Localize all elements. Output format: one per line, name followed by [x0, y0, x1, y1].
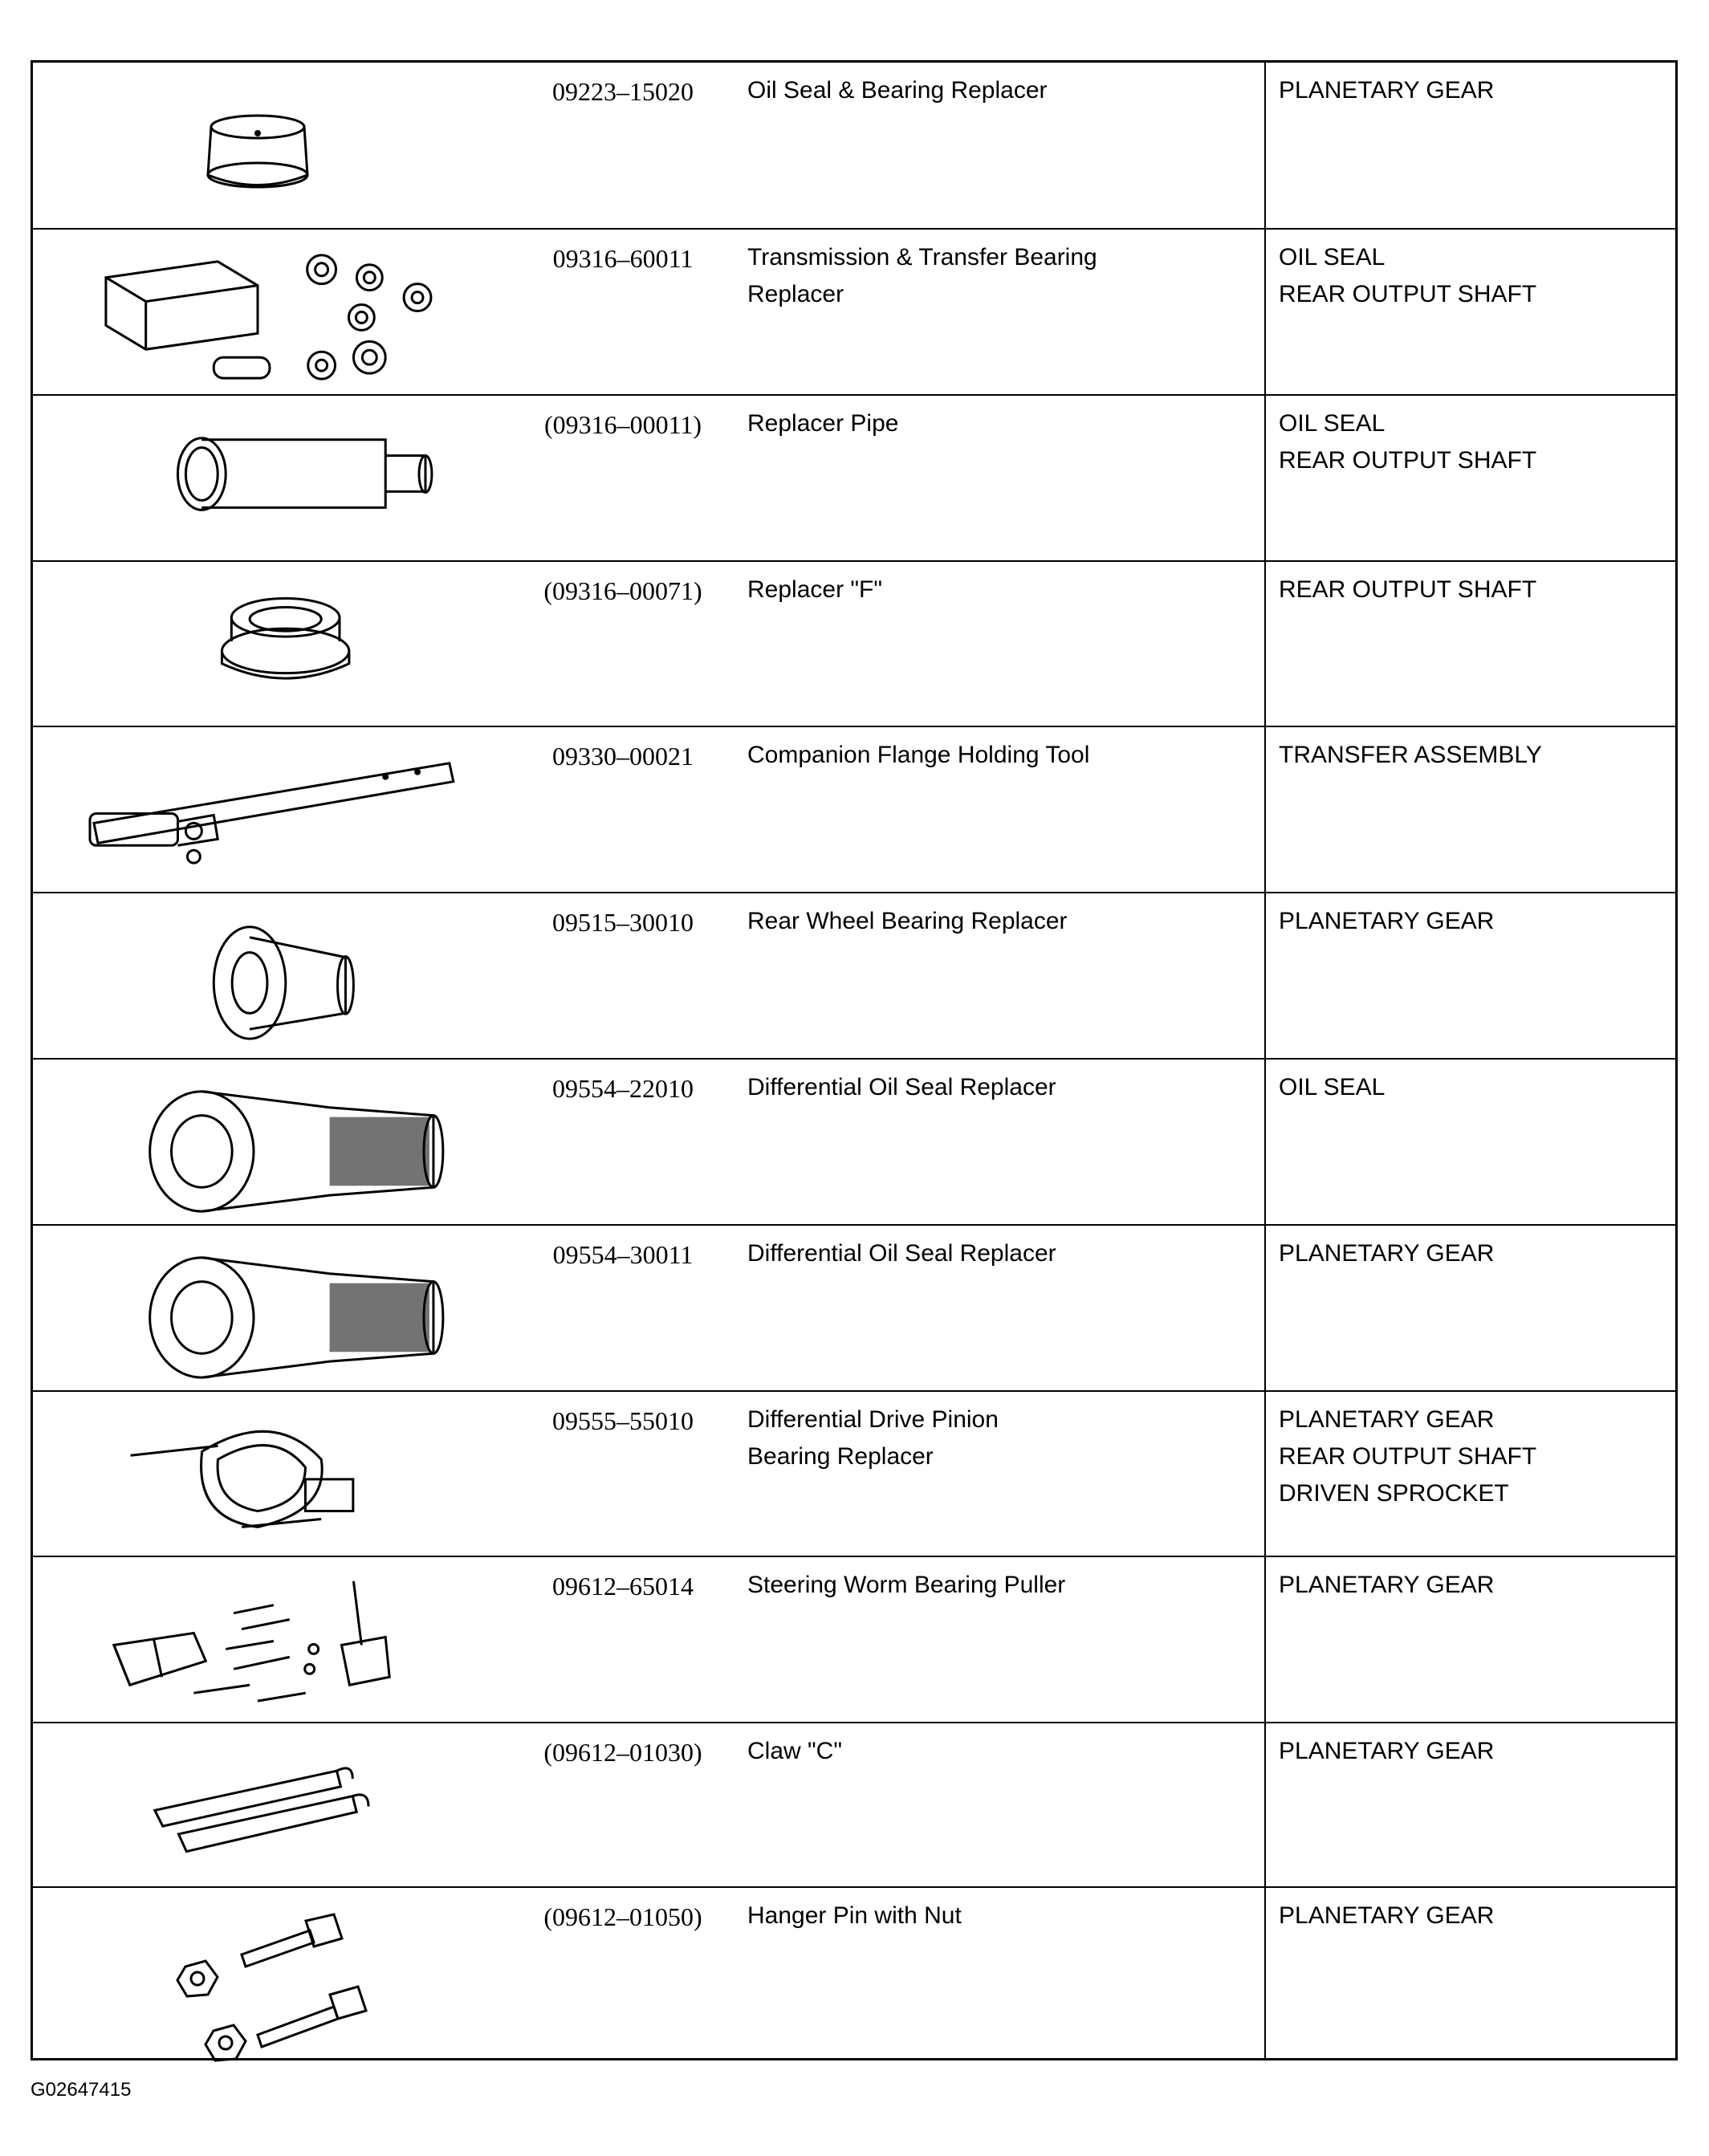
- tool-description: [747, 1567, 1245, 1604]
- tool-description: [747, 1733, 1245, 1770]
- part-number: 09554–22010: [552, 1074, 694, 1103]
- part-number: 09515–30010: [552, 908, 694, 937]
- table-row: [33, 892, 1675, 1058]
- table-row: [33, 1556, 1675, 1722]
- usage-line: PLANETARY GEAR: [1279, 1572, 1495, 1598]
- tool-description-line: Differential Oil Seal Replacer: [747, 1240, 1056, 1267]
- tool-description-line: Differential Drive Pinion: [747, 1406, 999, 1433]
- column-divider: [1264, 1226, 1266, 1390]
- column-divider: [1264, 396, 1266, 560]
- column-divider: [1264, 727, 1266, 892]
- column-divider: [1264, 63, 1266, 228]
- usage-line: OIL SEAL: [1279, 410, 1386, 437]
- column-divider: [1264, 1060, 1266, 1224]
- cup-replacer-icon: [33, 63, 482, 228]
- usage-line: REAR OUTPUT SHAFT: [1279, 1443, 1537, 1470]
- tool-description: [747, 239, 1245, 313]
- knurled-replacer-icon: [33, 1226, 482, 1390]
- part-number: 09316–60011: [552, 244, 694, 273]
- usage-line: PLANETARY GEAR: [1279, 1902, 1495, 1929]
- part-number: 09612–65014: [552, 1572, 694, 1601]
- part-number: 09223–15020: [552, 77, 694, 106]
- usage-section: [1279, 903, 1664, 940]
- tool-description-line: Differential Oil Seal Replacer: [747, 1074, 1056, 1100]
- part-number: 09330–00021: [552, 742, 694, 771]
- column-divider: [1264, 1557, 1266, 1722]
- usage-line: DRIVEN SPROCKET: [1279, 1480, 1509, 1507]
- tool-description: [747, 72, 1245, 109]
- table-row: [33, 1224, 1675, 1390]
- tool-description: [747, 405, 1245, 442]
- column-divider: [1264, 230, 1266, 394]
- table-row: [33, 63, 1675, 228]
- knurled-replacer-icon: [33, 1060, 482, 1224]
- usage-section: [1279, 1898, 1664, 1934]
- tool-description: [747, 1898, 1245, 1934]
- tool-description-line: Oil Seal & Bearing Replacer: [747, 77, 1048, 104]
- usage-line: OIL SEAL: [1279, 244, 1386, 271]
- usage-section: [1279, 72, 1664, 109]
- usage-line: REAR OUTPUT SHAFT: [1279, 576, 1537, 603]
- table-row: [33, 1058, 1675, 1224]
- usage-section: [1279, 1235, 1664, 1272]
- tool-description: [747, 572, 1245, 608]
- table-row: [33, 394, 1675, 560]
- usage-section: [1279, 737, 1664, 774]
- table-row: [33, 560, 1675, 726]
- usage-section: [1279, 1733, 1664, 1770]
- usage-section: [1279, 405, 1664, 479]
- tool-description-line: Claw "C": [747, 1738, 842, 1764]
- usage-section: [1279, 1567, 1664, 1604]
- tool-description-line: Rear Wheel Bearing Replacer: [747, 908, 1068, 934]
- usage-section: [1279, 572, 1664, 608]
- tool-description-line: Steering Worm Bearing Puller: [747, 1572, 1066, 1598]
- tool-kit-box-icon: [33, 230, 482, 394]
- tool-description-line: Companion Flange Holding Tool: [747, 742, 1090, 768]
- tool-description: [747, 1069, 1245, 1106]
- special-tools-table: [31, 60, 1678, 2060]
- part-number: 09555–55010: [552, 1406, 694, 1435]
- usage-line: REAR OUTPUT SHAFT: [1279, 447, 1537, 474]
- part-number: (09612–01050): [543, 1902, 702, 1931]
- tool-description: [747, 903, 1245, 940]
- hanger-pin-nut-icon: [33, 1888, 482, 2058]
- table-row: [33, 1390, 1675, 1556]
- usage-section: [1279, 1069, 1664, 1106]
- column-divider: [1264, 1392, 1266, 1556]
- usage-line: PLANETARY GEAR: [1279, 1738, 1495, 1764]
- tool-description: [747, 737, 1245, 774]
- column-divider: [1264, 562, 1266, 726]
- usage-section: [1279, 239, 1664, 313]
- bearing-replacer-icon: [33, 893, 482, 1058]
- part-number: (09316–00011): [543, 410, 702, 439]
- table-row: [33, 1722, 1675, 1886]
- tool-description-line: Bearing Replacer: [747, 1443, 934, 1470]
- replacer-pipe-icon: [33, 396, 482, 560]
- part-number: (09316–00071): [543, 576, 702, 605]
- figure-id: G02647415: [31, 2079, 132, 2101]
- column-divider: [1264, 893, 1266, 1058]
- usage-line: PLANETARY GEAR: [1279, 77, 1495, 104]
- flange-holding-tool-icon: [33, 727, 482, 892]
- usage-line: PLANETARY GEAR: [1279, 1240, 1495, 1267]
- puller-kit-icon: [33, 1557, 482, 1722]
- tool-description-line: Transmission & Transfer Bearing: [747, 244, 1097, 271]
- part-number: 09554–30011: [552, 1240, 694, 1269]
- claw-icon: [33, 1723, 482, 1886]
- tool-description-line: Hanger Pin with Nut: [747, 1902, 962, 1929]
- tool-description-line: Replacer: [747, 281, 844, 307]
- table-row: [33, 228, 1675, 394]
- tool-description-line: Replacer Pipe: [747, 410, 899, 437]
- part-number: (09612–01030): [543, 1738, 702, 1767]
- replacer-ring-icon: [33, 562, 482, 726]
- tool-description: [747, 1401, 1245, 1475]
- usage-line: TRANSFER ASSEMBLY: [1279, 742, 1542, 768]
- column-divider: [1264, 1888, 1266, 2058]
- usage-line: PLANETARY GEAR: [1279, 1406, 1495, 1433]
- table-row: [33, 726, 1675, 892]
- tool-description: [747, 1235, 1245, 1272]
- column-divider: [1264, 1723, 1266, 1886]
- usage-section: [1279, 1401, 1664, 1512]
- usage-line: REAR OUTPUT SHAFT: [1279, 281, 1537, 307]
- usage-line: OIL SEAL: [1279, 1074, 1386, 1100]
- table-row: [33, 1886, 1675, 2058]
- split-clamp-icon: [33, 1392, 482, 1556]
- tool-description-line: Replacer "F": [747, 576, 883, 603]
- usage-line: PLANETARY GEAR: [1279, 908, 1495, 934]
